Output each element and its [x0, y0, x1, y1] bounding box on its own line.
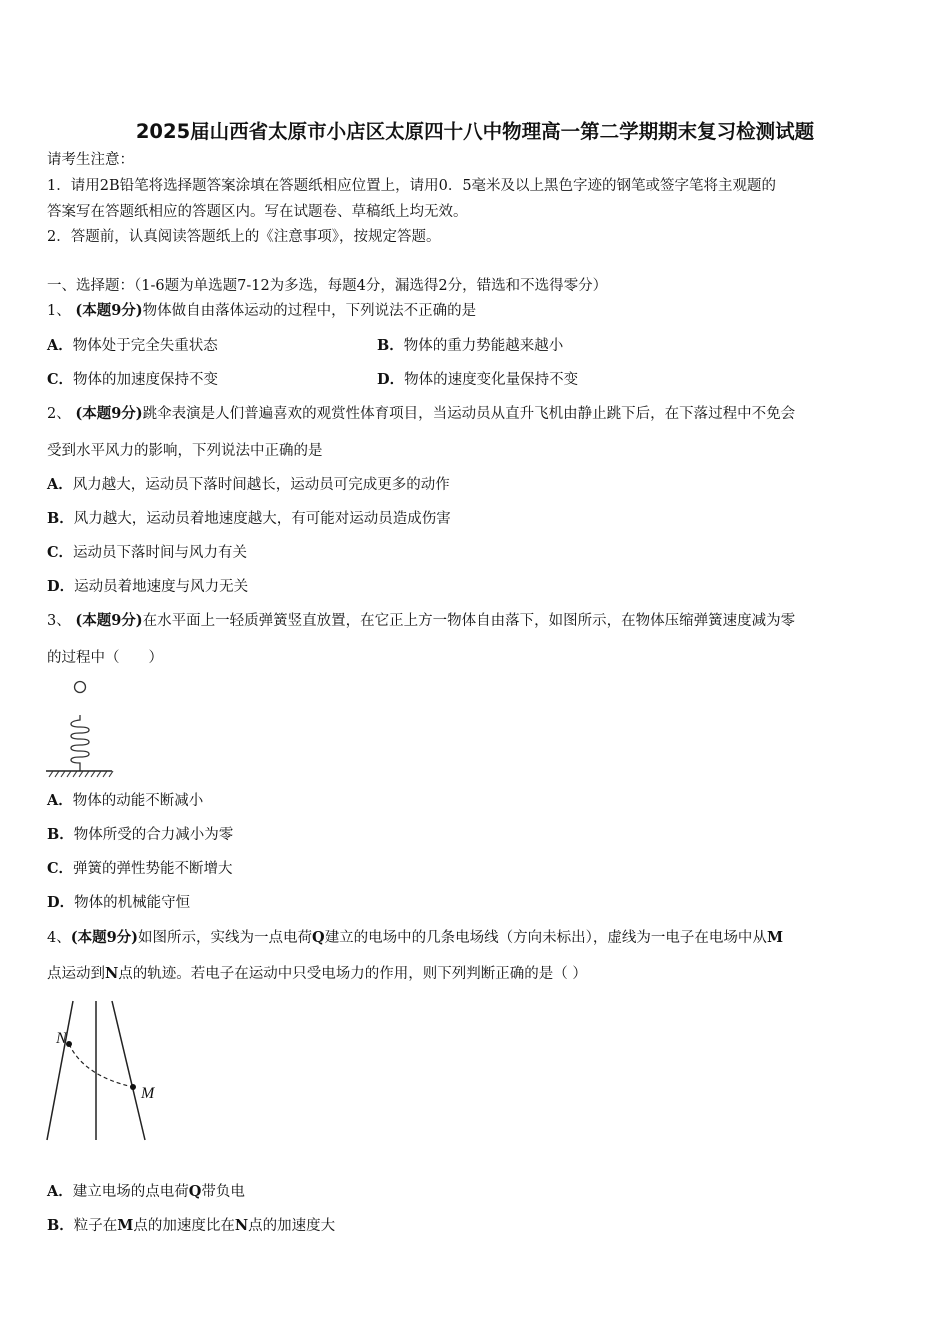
question-text: 如图所示，实线为一点电荷 [138, 930, 313, 946]
option-text: 风力越大，运动员着地速度越大，有可能对运动员造成伤害 [73, 511, 451, 527]
question-2-stem-line-2: 受到水平风力的影响，下列说法中正确的是 [47, 443, 323, 459]
option-text: 运动员着地速度与风力无关 [74, 579, 249, 595]
point-m-symbol: M [766, 929, 783, 946]
question-text: 点的轨迹。若电子在运动中只受电场力的作用，则下列判断正确的是（ ） [118, 966, 587, 982]
question-3-stem-line-1 [47, 611, 795, 631]
question-2-stem-line-1 [47, 404, 795, 424]
option-text: 风力越大，运动员下落时间越长，运动员可完成更多的动作 [72, 477, 450, 493]
question-number: 2、 [47, 406, 71, 422]
question-text: 建立的电场中的几条电场线（方向未标出），虚线为一电子在电场中从 [324, 930, 767, 946]
option-text: 物体处于完全失重状态 [72, 338, 218, 354]
q3-option-d [47, 893, 190, 913]
q2-option-d [47, 577, 248, 597]
electric-field-figure [44, 996, 174, 1146]
option-letter: B． [47, 510, 74, 527]
spring-figure [44, 675, 116, 780]
question-tag: (本题9分) [70, 929, 139, 946]
point-m-dot [130, 1084, 136, 1090]
question-text: 跳伞表演是人们普遍喜欢的观赏性体育项目，当运动员从直升飞机由静止跳下后，在下落过程中不免会 [142, 406, 796, 422]
option-text: 点的加速度比在 [133, 1218, 235, 1234]
q1-option-b [377, 336, 563, 356]
option-text: 物体的速度变化量保持不变 [404, 372, 579, 388]
option-letter: C． [47, 544, 74, 561]
q4-option-b [47, 1216, 335, 1236]
option-text: 弹簧的弹性势能不断增大 [73, 861, 233, 877]
question-number: 3、 [47, 613, 71, 629]
option-letter: B． [47, 1217, 74, 1234]
label-n: N [56, 1030, 67, 1047]
falling-ball [75, 682, 86, 693]
option-text: 建立电场的点电荷 [72, 1184, 189, 1200]
option-text: 物体的动能不断减小 [72, 793, 204, 809]
point-m-symbol: M [117, 1217, 134, 1234]
question-number: 4、 [47, 930, 71, 946]
option-letter: A． [47, 792, 73, 809]
q3-option-c [47, 859, 233, 879]
q1-option-a [47, 336, 218, 356]
option-letter: D． [47, 894, 75, 911]
option-letter: C． [47, 371, 74, 388]
option-text: 运动员下落时间与风力有关 [73, 545, 248, 561]
point-n-dot [66, 1041, 72, 1047]
charge-symbol: Q [312, 929, 325, 946]
question-4-stem-line-2 [47, 964, 587, 984]
option-text: 物体的机械能守恒 [74, 895, 191, 911]
notice-heading: 请考生注意： [47, 152, 134, 168]
q1-option-c [47, 370, 218, 390]
question-text: 在水平面上一轻质弹簧竖直放置，在它正上方一物体自由落下，如图所示，在物体压缩弹簧速度减为零 [142, 613, 796, 629]
q2-option-c [47, 543, 247, 563]
q4-option-a [47, 1182, 245, 1202]
question-tag: (本题9分) [75, 302, 143, 319]
option-text: 点的加速度大 [248, 1218, 336, 1234]
field-line-right [112, 1001, 145, 1140]
option-letter: C． [47, 860, 74, 877]
question-3-stem-line-2: 的过程中（ ） [47, 650, 163, 666]
q2-option-b [47, 509, 451, 529]
q1-option-d [377, 370, 578, 390]
notice-item-1-line-2: 答案写在答题纸相应的答题区内。写在试题卷、草稿纸上均无效。 [47, 204, 468, 220]
question-1-stem [47, 301, 476, 321]
option-letter: B． [47, 826, 74, 843]
question-text: 物体做自由落体运动的过程中，下列说法不正确的是 [142, 303, 477, 319]
exam-title: 2025届山西省太原市小店区太原四十八中物理高一第二学期期末复习检测试题 [135, 120, 815, 143]
notice-item-2: 2．答题前，认真阅读答题纸上的《注意事项》，按规定答题。 [47, 229, 441, 245]
field-line-left [47, 1001, 73, 1140]
option-letter: A． [47, 337, 73, 354]
option-letter: A． [47, 476, 73, 493]
option-letter: A． [47, 1183, 73, 1200]
option-text: 物体的加速度保持不变 [73, 372, 219, 388]
option-text: 带负电 [201, 1184, 245, 1200]
option-letter: B． [377, 337, 404, 354]
question-tag: (本题9分) [75, 612, 143, 629]
question-tag: (本题9分) [75, 405, 143, 422]
q3-option-a [47, 791, 203, 811]
option-letter: D． [377, 371, 405, 388]
charge-symbol: Q [188, 1183, 202, 1200]
label-m: M [141, 1085, 155, 1102]
point-n-symbol: N [105, 965, 119, 982]
question-4-stem-line-1 [47, 928, 783, 948]
ground-hatching [49, 771, 113, 777]
option-text: 物体的重力势能越来越小 [403, 338, 564, 354]
q2-option-a [47, 475, 450, 495]
question-text: 点运动到 [47, 966, 105, 982]
q3-option-b [47, 825, 233, 845]
option-text: 物体所受的合力减小为零 [73, 827, 234, 843]
point-n-symbol: N [234, 1217, 249, 1234]
question-number: 1、 [47, 303, 71, 319]
notice-item-1-line-1: 1．请用2B铅笔将选择题答案涂填在答题纸相应位置上，请用0．5毫米及以上黑色字迹的钢笔或签字笔将主观题的 [47, 178, 777, 194]
option-text: 粒子在 [73, 1218, 118, 1234]
section-heading: 一、选择题：（1-6题为单选题7-12为多选，每题4分，漏选得2分，错选和不选得零分） [47, 278, 608, 294]
option-letter: D． [47, 578, 75, 595]
spring-coil [71, 715, 89, 771]
